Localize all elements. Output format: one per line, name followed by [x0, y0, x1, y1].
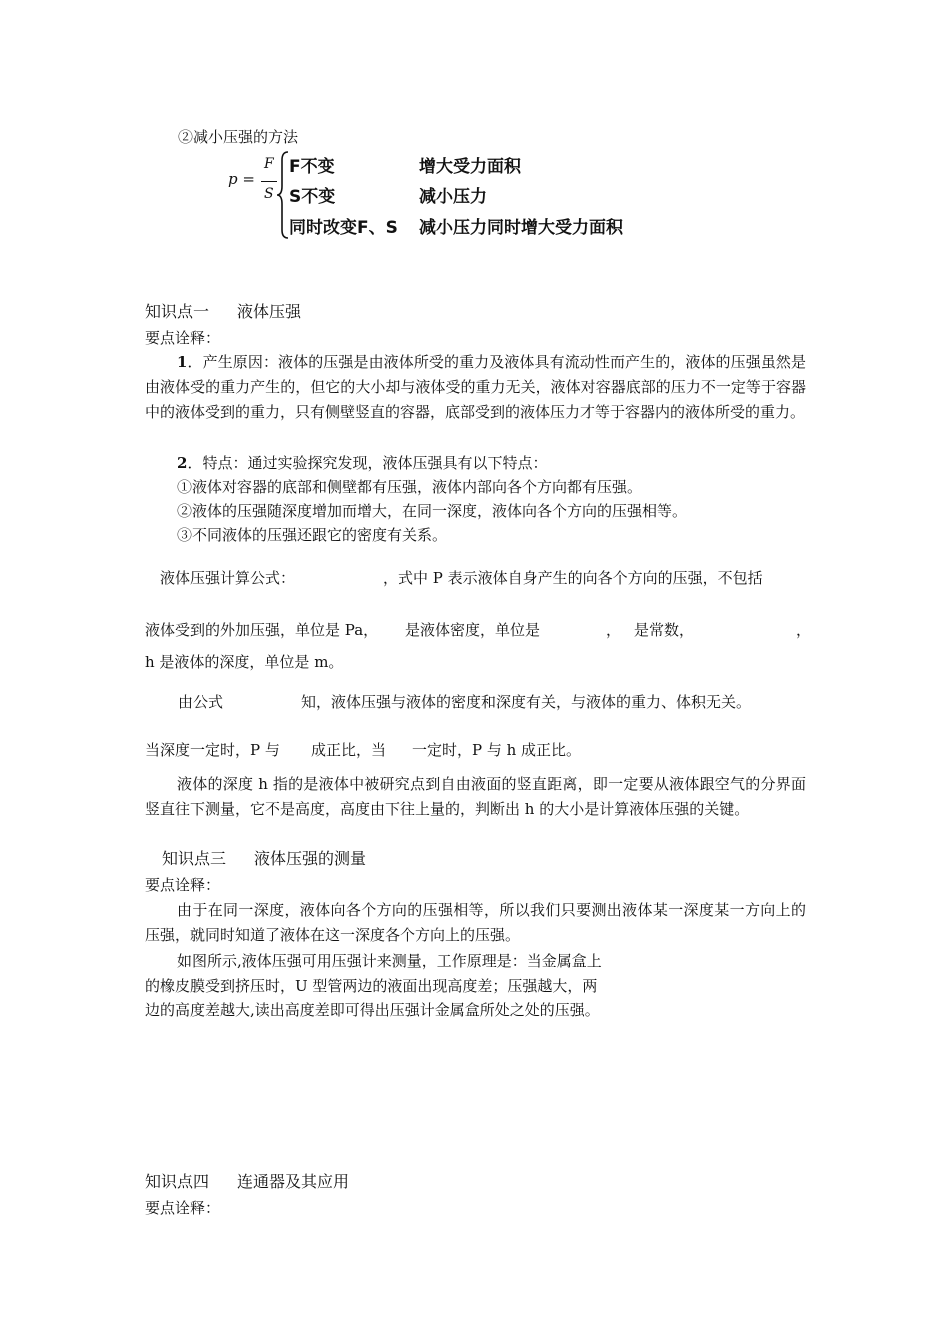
formula-row-3-condition: 同时改变F、S [289, 218, 398, 238]
section1-title [145, 300, 301, 324]
section3-title-topic: 液体压强的测量 [254, 849, 367, 868]
section3-key-label: 要点诠释： [145, 876, 221, 894]
section3-para2-line2: 的橡皮膜受到挤压时，U 型管两边的液面出现高度差；压强越大，两 [145, 977, 598, 995]
formula-row-2-condition: S不变 [289, 187, 336, 207]
pressure-formula [228, 150, 668, 242]
feature-3: ③不同液体的压强还跟它的密度有关系。 [177, 526, 448, 544]
item1-number: 1 [177, 353, 188, 371]
unit-text-a: 液体受到的外加压强，单位是 Pa， [145, 621, 379, 639]
prop-c: 一定时，P 与 h 成正比。 [412, 741, 582, 759]
formula-numerator: F [264, 156, 274, 172]
section1-title-number: 知识点一 [145, 302, 210, 321]
section1-item2 [177, 451, 547, 475]
unit-text-b: 是液体密度，单位是 [405, 621, 541, 639]
section4-title-number: 知识点四 [145, 1172, 210, 1191]
formula-row-1 [289, 152, 521, 177]
section4-title [145, 1170, 349, 1194]
calc-formula-b: ，式中 P 表示液体自身产生的向各个方向的压强，不包括 [383, 569, 763, 587]
left-brace-icon [276, 150, 290, 240]
formula-p: p [228, 170, 238, 188]
formula-equals: = [242, 170, 255, 188]
formula-lhs [228, 170, 255, 188]
fraction-bar [261, 181, 277, 182]
from-formula-a: 由公式 [178, 693, 224, 711]
section4-title-topic: 连通器及其应用 [237, 1172, 350, 1191]
unit-text-e: ， [796, 621, 812, 639]
formula-row-2 [289, 182, 487, 207]
section1-key-label: 要点诠释： [145, 329, 221, 347]
formula-row-3 [289, 213, 623, 238]
section1-title-topic: 液体压强 [237, 302, 302, 321]
method-heading: ②减小压强的方法 [178, 128, 299, 146]
prop-a: 当深度一定时，P 与 [145, 741, 280, 759]
feature-1: ①液体对容器的底部和侧壁都有压强，液体内部向各个方向都有压强。 [177, 478, 643, 496]
section3-para2-line1: 如图所示,液体压强可用压强计来测量，工作原理是：当金属盒上 [177, 952, 602, 970]
from-formula-b: 知，液体压强与液体的密度和深度有关，与液体的重力、体积无关。 [301, 693, 752, 711]
section3-para2-line3: 边的高度差越大,读出高度差即可得出压强计金属盒所处之处的压强。 [145, 1001, 600, 1019]
formula-denominator: S [264, 186, 274, 202]
section3-title [162, 847, 366, 871]
depth-paragraph: 液体的深度 h 指的是液体中被研究点到自由液面的竖直距离，即一定要从液体跟空气的分界面竖直往下测量，它不是高度，高度由下往上量的，判断出 h 的大小是计算液体压强的关键。 [145, 775, 806, 818]
formula-row-1-condition: F不变 [289, 157, 335, 177]
formula-row-3-result: 减小压力同时增大受力面积 [419, 218, 623, 238]
feature-2: ②液体的压强随深度增加而增大，在同一深度，液体向各个方向的压强相等。 [177, 502, 688, 520]
section1-item1 [145, 350, 806, 425]
formula-row-1-result: 增大受力面积 [419, 157, 521, 177]
item2-number: 2 [177, 454, 188, 472]
unit-text-d: 是常数， [634, 621, 695, 639]
section3-title-number: 知识点三 [162, 849, 227, 868]
depth-unit-line: h 是液体的深度，单位是 m。 [145, 653, 344, 671]
item2-text: ．特点：通过实验探究发现，液体压强具有以下特点： [187, 454, 548, 472]
section4-key-label: 要点诠释： [145, 1199, 221, 1217]
formula-row-2-result: 减小压力 [419, 187, 487, 207]
item1-text: ．产生原因：液体的压强是由液体所受的重力及液体具有流动性而产生的，液体的压强虽然是由液体受的重力产生的，但它的大小却与液体受的重力无关，液体对容器底部的压力不一定等于容器中的液体受到的重力，只有侧壁竖直的容器，底部受到的液体压力才等于容器内的液体所受的重力。 [145, 353, 806, 421]
unit-text-c: ， [606, 621, 622, 639]
section3-para1: 由于在同一深度，液体向各个方向的压强相等，所以我们只要测出液体某一深度某一方向上的压强，就同时知道了液体在这一深度各个方向上的压强。 [145, 901, 806, 944]
calc-formula-a: 液体压强计算公式： [160, 569, 296, 587]
prop-b: 成正比，当 [311, 741, 387, 759]
